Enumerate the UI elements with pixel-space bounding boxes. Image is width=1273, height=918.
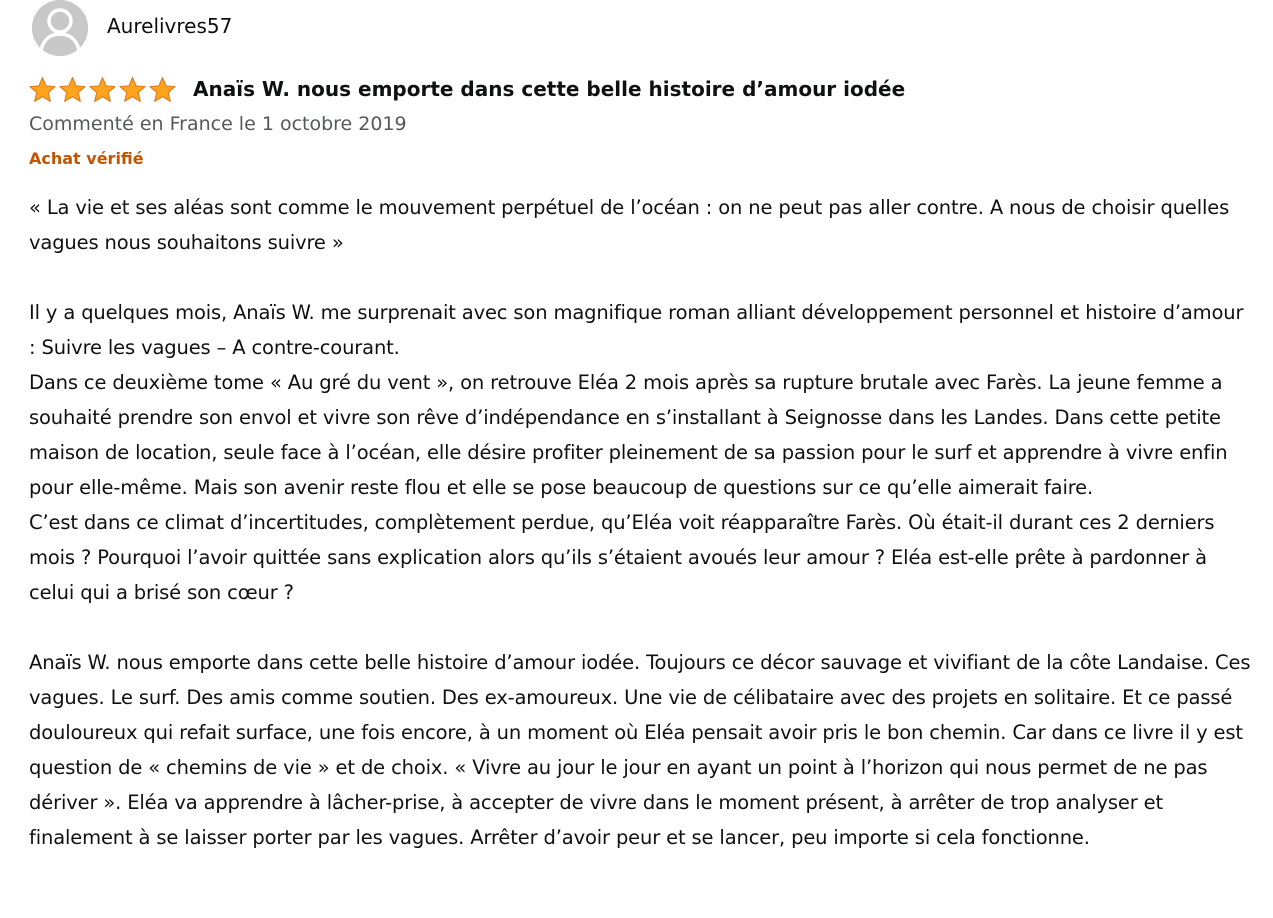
reviewer-name[interactable]: Aurelivres57 xyxy=(107,14,233,38)
avatar[interactable] xyxy=(32,0,88,56)
review-title[interactable]: Anaïs W. nous emporte dans cette belle histoire d’amour iodée xyxy=(193,77,906,101)
user-avatar-icon xyxy=(32,0,88,56)
star-icon xyxy=(58,76,87,104)
review-body xyxy=(29,190,1254,855)
star-icon xyxy=(88,76,117,104)
review-paragraph: Anaïs W. nous emporte dans cette belle histoire d’amour iodée. Toujours ce décor sauvage et vivifiant de la côte Landaise. Ces vagues. Le surf. Des amis comme soutien. Des ex-amoureux. Une vie de célibataire avec des projets en solitaire. Et ce passé douloureux qui refait surface, une fois encore, à un moment où Eléa pensait avoir pris le bon chemin. Car dans ce livre il y est question de « chemins de vie » et de choix. « Vivre au jour le jour en ayant un point à l’horizon qui nous permet de ne pas dériver ». Eléa va apprendre à lâcher-prise, à accepter de vivre dans le moment présent, à arrêter de trop analyser et finalement à se laisser porter par les vagues. Arrêter d’avoir peur et se lancer, peu importe si cela fonctionne. xyxy=(29,651,1251,849)
review-paragraph: « La vie et ses aléas sont comme le mouvement perpétuel de l’océan : on ne peut pas aller contre. A nous de choisir quelles vagues nous souhaitons suivre » xyxy=(29,196,1230,254)
star-rating[interactable] xyxy=(28,76,177,104)
review-paragraph: Dans ce deuxième tome « Au gré du vent », on retrouve Eléa 2 mois après sa rupture brutale avec Farès. La jeune femme a souhaité prendre son envol et vivre son rêve d’indépendance en s’installant à Seignosse dans les Landes. Dans cette petite maison de location, seule face à l’océan, elle désire profiter pleinement de sa passion pour le surf et apprendre à vivre enfin pour elle-même. Mais son avenir reste flou et elle se pose beaucoup de questions sur ce qu’elle aimerait faire. xyxy=(29,371,1228,499)
review-paragraph: Il y a quelques mois, Anaïs W. me surprenait avec son magnifique roman alliant développement personnel et histoire d’amour : Suivre les vagues – A contre-courant. xyxy=(29,301,1244,359)
star-icon xyxy=(28,76,57,104)
review-date: Commenté en France le 1 octobre 2019 xyxy=(29,113,407,135)
review-paragraph: C’est dans ce climat d’incertitudes, complètement perdue, qu’Eléa voit réapparaître Farès. Où était-il durant ces 2 derniers mois ? Pourquoi l’avoir quittée sans explication alors qu’ils s’étaient avoués leur amour ? Eléa est-elle prête à pardonner à celui qui a brisé son cœur ? xyxy=(29,511,1215,604)
star-icon xyxy=(118,76,147,104)
star-icon xyxy=(148,76,177,104)
verified-purchase-badge: Achat vérifié xyxy=(29,149,144,168)
